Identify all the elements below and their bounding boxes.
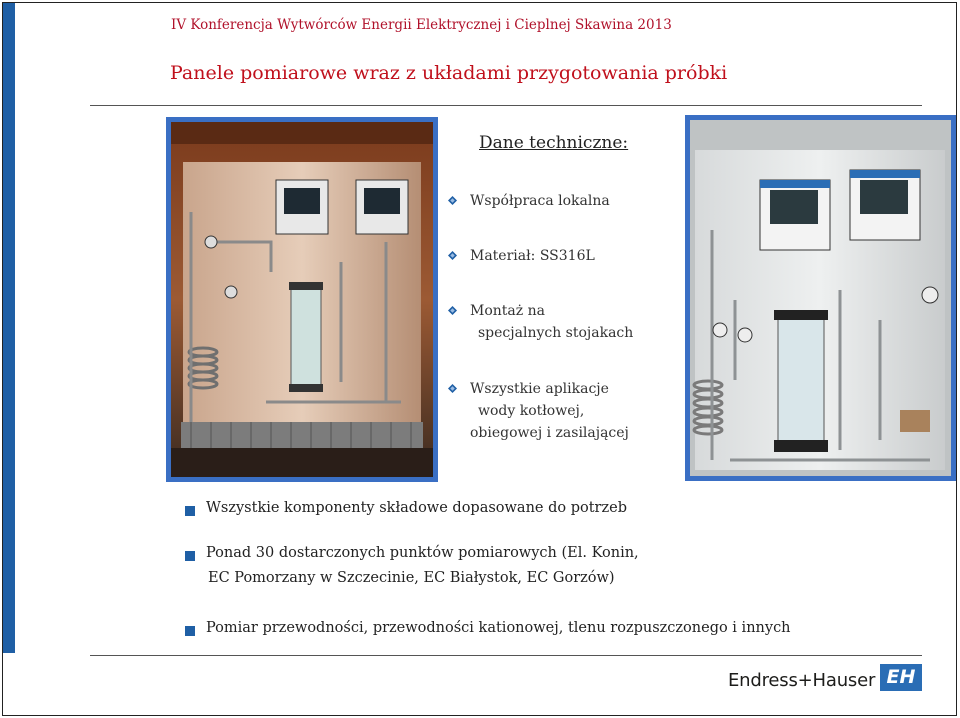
diamond-bullet-icon xyxy=(448,196,457,205)
tech-item-label: Wszystkie aplikacje xyxy=(470,381,609,397)
square-bullet-icon xyxy=(185,551,195,561)
footer-divider xyxy=(90,655,922,656)
tech-item-label-cont: wody kotłowej, xyxy=(478,403,585,419)
diamond-bullet-icon xyxy=(448,251,457,260)
accent-bar xyxy=(3,3,15,653)
bullet-text-cont: EC Pomorzany w Szczecinie, EC Białystok, EC Gorzów) xyxy=(208,570,615,586)
tech-item-label-cont: obiegowej i zasilającej xyxy=(470,425,629,441)
tech-item-label: Montaż na xyxy=(470,303,545,319)
photo-measurement-panel-right xyxy=(685,115,956,481)
logo-wordmark: Endress+Hauser xyxy=(728,670,876,691)
logo-mark: EH xyxy=(880,664,922,691)
square-bullet-icon xyxy=(185,506,195,516)
photo-measurement-panel-left xyxy=(166,117,438,482)
tech-item-label-cont: specjalnych stojakach xyxy=(478,325,634,341)
conference-header: IV Konferencja Wytwórców Energii Elektrycznej i Cieplnej Skawina 2013 xyxy=(171,17,672,33)
bullet-text: Pomiar przewodności, przewodności kationowej, tlenu rozpuszczonego i innych xyxy=(206,620,791,636)
divider xyxy=(90,105,922,106)
bullet-text: Wszystkie komponenty składowe dopasowane do potrzeb xyxy=(206,500,627,516)
tech-item-label: Współpraca lokalna xyxy=(470,193,610,209)
diamond-bullet-icon xyxy=(448,306,457,315)
technical-data-heading: Dane techniczne: xyxy=(479,133,629,153)
diamond-bullet-icon xyxy=(448,384,457,393)
slide-title: Panele pomiarowe wraz z układami przygotowania próbki xyxy=(170,62,728,84)
square-bullet-icon xyxy=(185,626,195,636)
tech-item-label: Materiał: SS316L xyxy=(470,248,595,264)
bullet-text: Ponad 30 dostarczonych punktów pomiarowych (El. Konin, xyxy=(206,545,639,561)
